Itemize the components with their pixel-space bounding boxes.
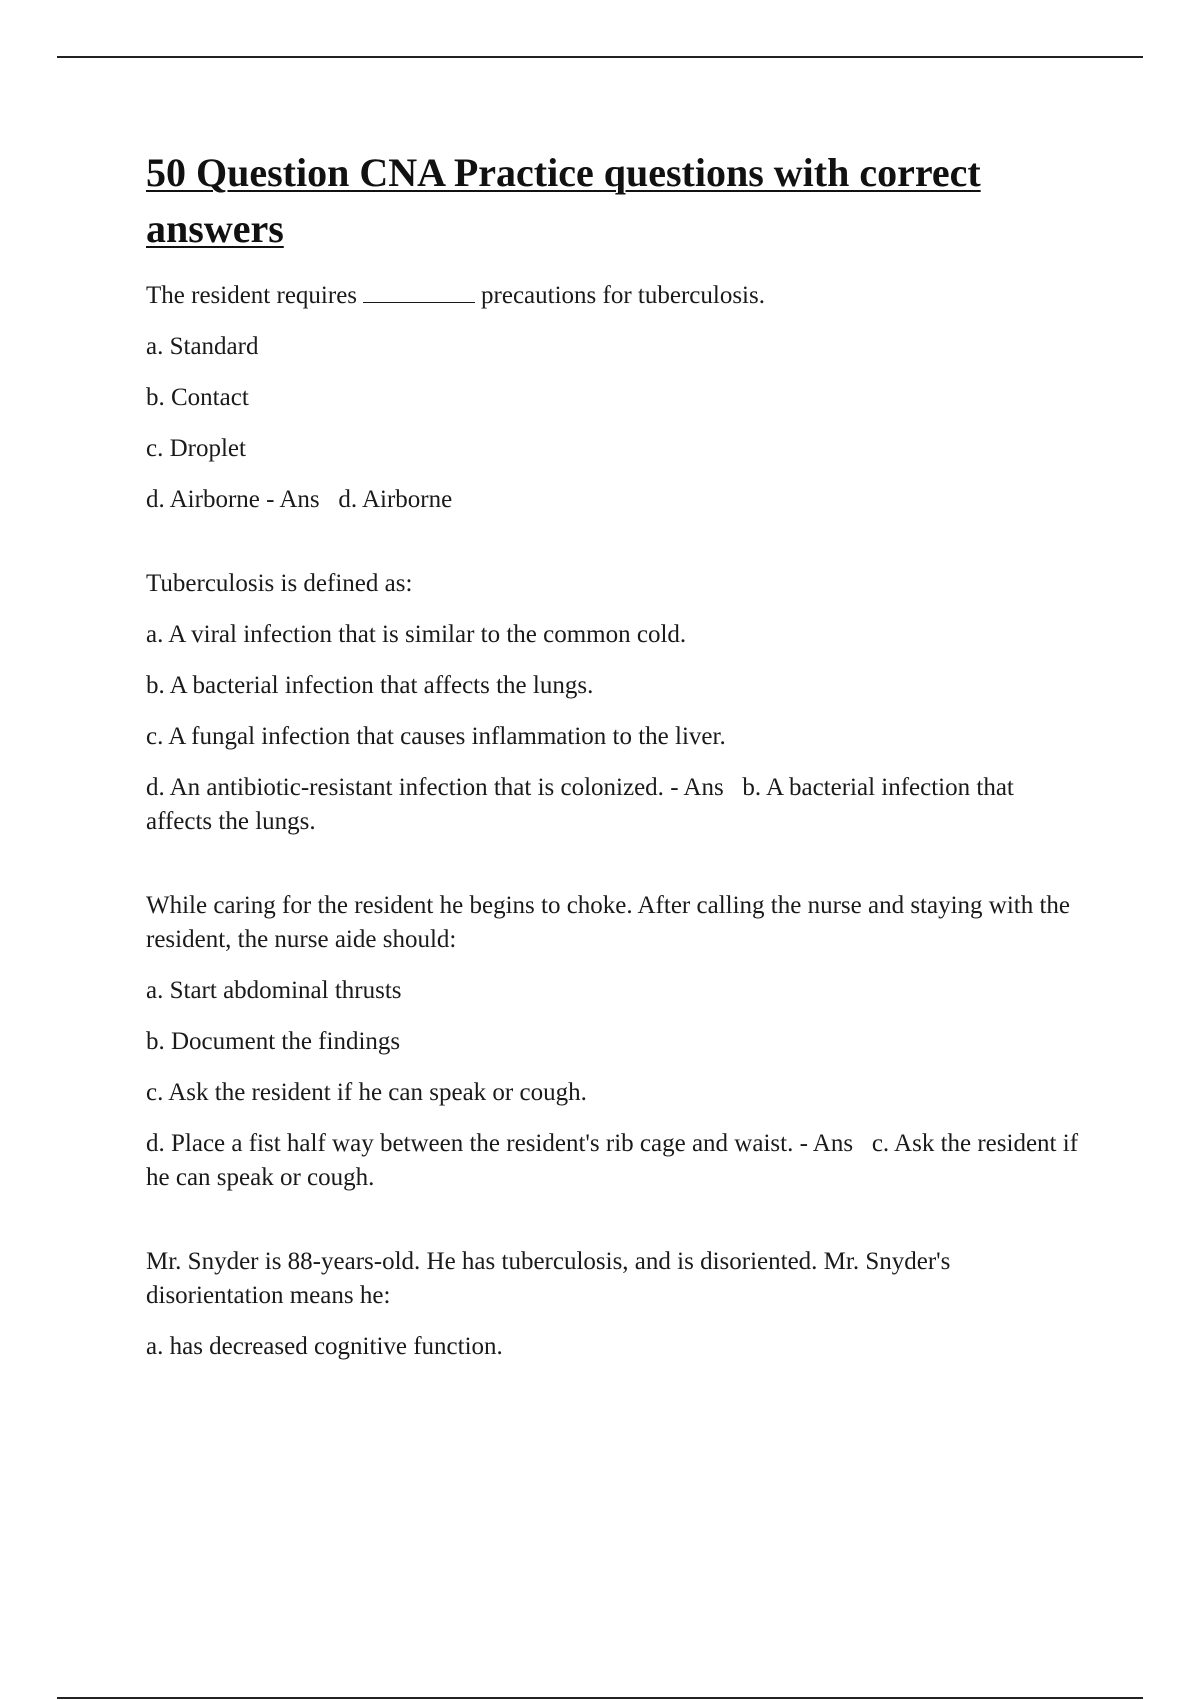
option-c: c. A fungal infection that causes inflammation to the liver. xyxy=(146,723,726,750)
option-b: b. A bacterial infection that affects the lungs. xyxy=(146,672,594,699)
question-prompt: While caring for the resident he begins to choke. After calling the nurse and staying with the resident, the nurse aide should: xyxy=(146,892,1071,953)
question-prompt: Mr. Snyder is 88-years-old. He has tuberculosis, and is disoriented. Mr. Snyder's disorientation means he: xyxy=(146,1248,951,1309)
option-d-with-answer xyxy=(146,1127,1086,1195)
option-a: a. Start abdominal thrusts xyxy=(146,977,402,1004)
top-rule xyxy=(57,56,1143,58)
option-a: a. has decreased cognitive function. xyxy=(146,1333,503,1360)
answer-marker: - Ans xyxy=(670,774,724,801)
option-b: b. Contact xyxy=(146,384,249,411)
document-title: 50 Question CNA Practice questions with correct answers xyxy=(146,150,981,251)
option-b: b. Document the findings xyxy=(146,1028,401,1055)
question-1 xyxy=(146,279,1086,517)
prompt-text-before: The resident requires xyxy=(146,282,358,309)
option-d-with-answer xyxy=(146,483,1086,517)
option-d-with-answer xyxy=(146,771,1086,839)
question-3 xyxy=(146,889,1086,1195)
correct-answer: b. A bacterial infection that affects the lungs. xyxy=(146,774,1014,835)
question-4 xyxy=(146,1245,1086,1364)
correct-answer: c. Ask the resident if he can speak or cough. xyxy=(146,1130,1079,1191)
prompt-text-after: precautions for tuberculosis. xyxy=(481,282,765,309)
correct-answer: d. Airborne xyxy=(338,486,453,513)
document-body xyxy=(146,145,1086,1414)
option-d: d. Airborne xyxy=(146,486,260,513)
option-c: c. Ask the resident if he can speak or cough. xyxy=(146,1079,587,1106)
option-d: d. An antibiotic-resistant infection that is colonized. xyxy=(146,774,664,801)
question-prompt: Tuberculosis is defined as: xyxy=(146,570,413,597)
answer-marker: - Ans xyxy=(266,486,320,513)
option-a: a. Standard xyxy=(146,333,259,360)
option-c: c. Droplet xyxy=(146,435,246,462)
option-d: d. Place a fist half way between the resident's rib cage and waist. xyxy=(146,1130,794,1157)
bottom-rule xyxy=(57,1697,1143,1699)
question-prompt xyxy=(146,279,1086,313)
answer-blank xyxy=(363,280,475,303)
option-a: a. A viral infection that is similar to the common cold. xyxy=(146,621,687,648)
answer-marker: - Ans xyxy=(799,1130,854,1157)
question-2 xyxy=(146,567,1086,839)
